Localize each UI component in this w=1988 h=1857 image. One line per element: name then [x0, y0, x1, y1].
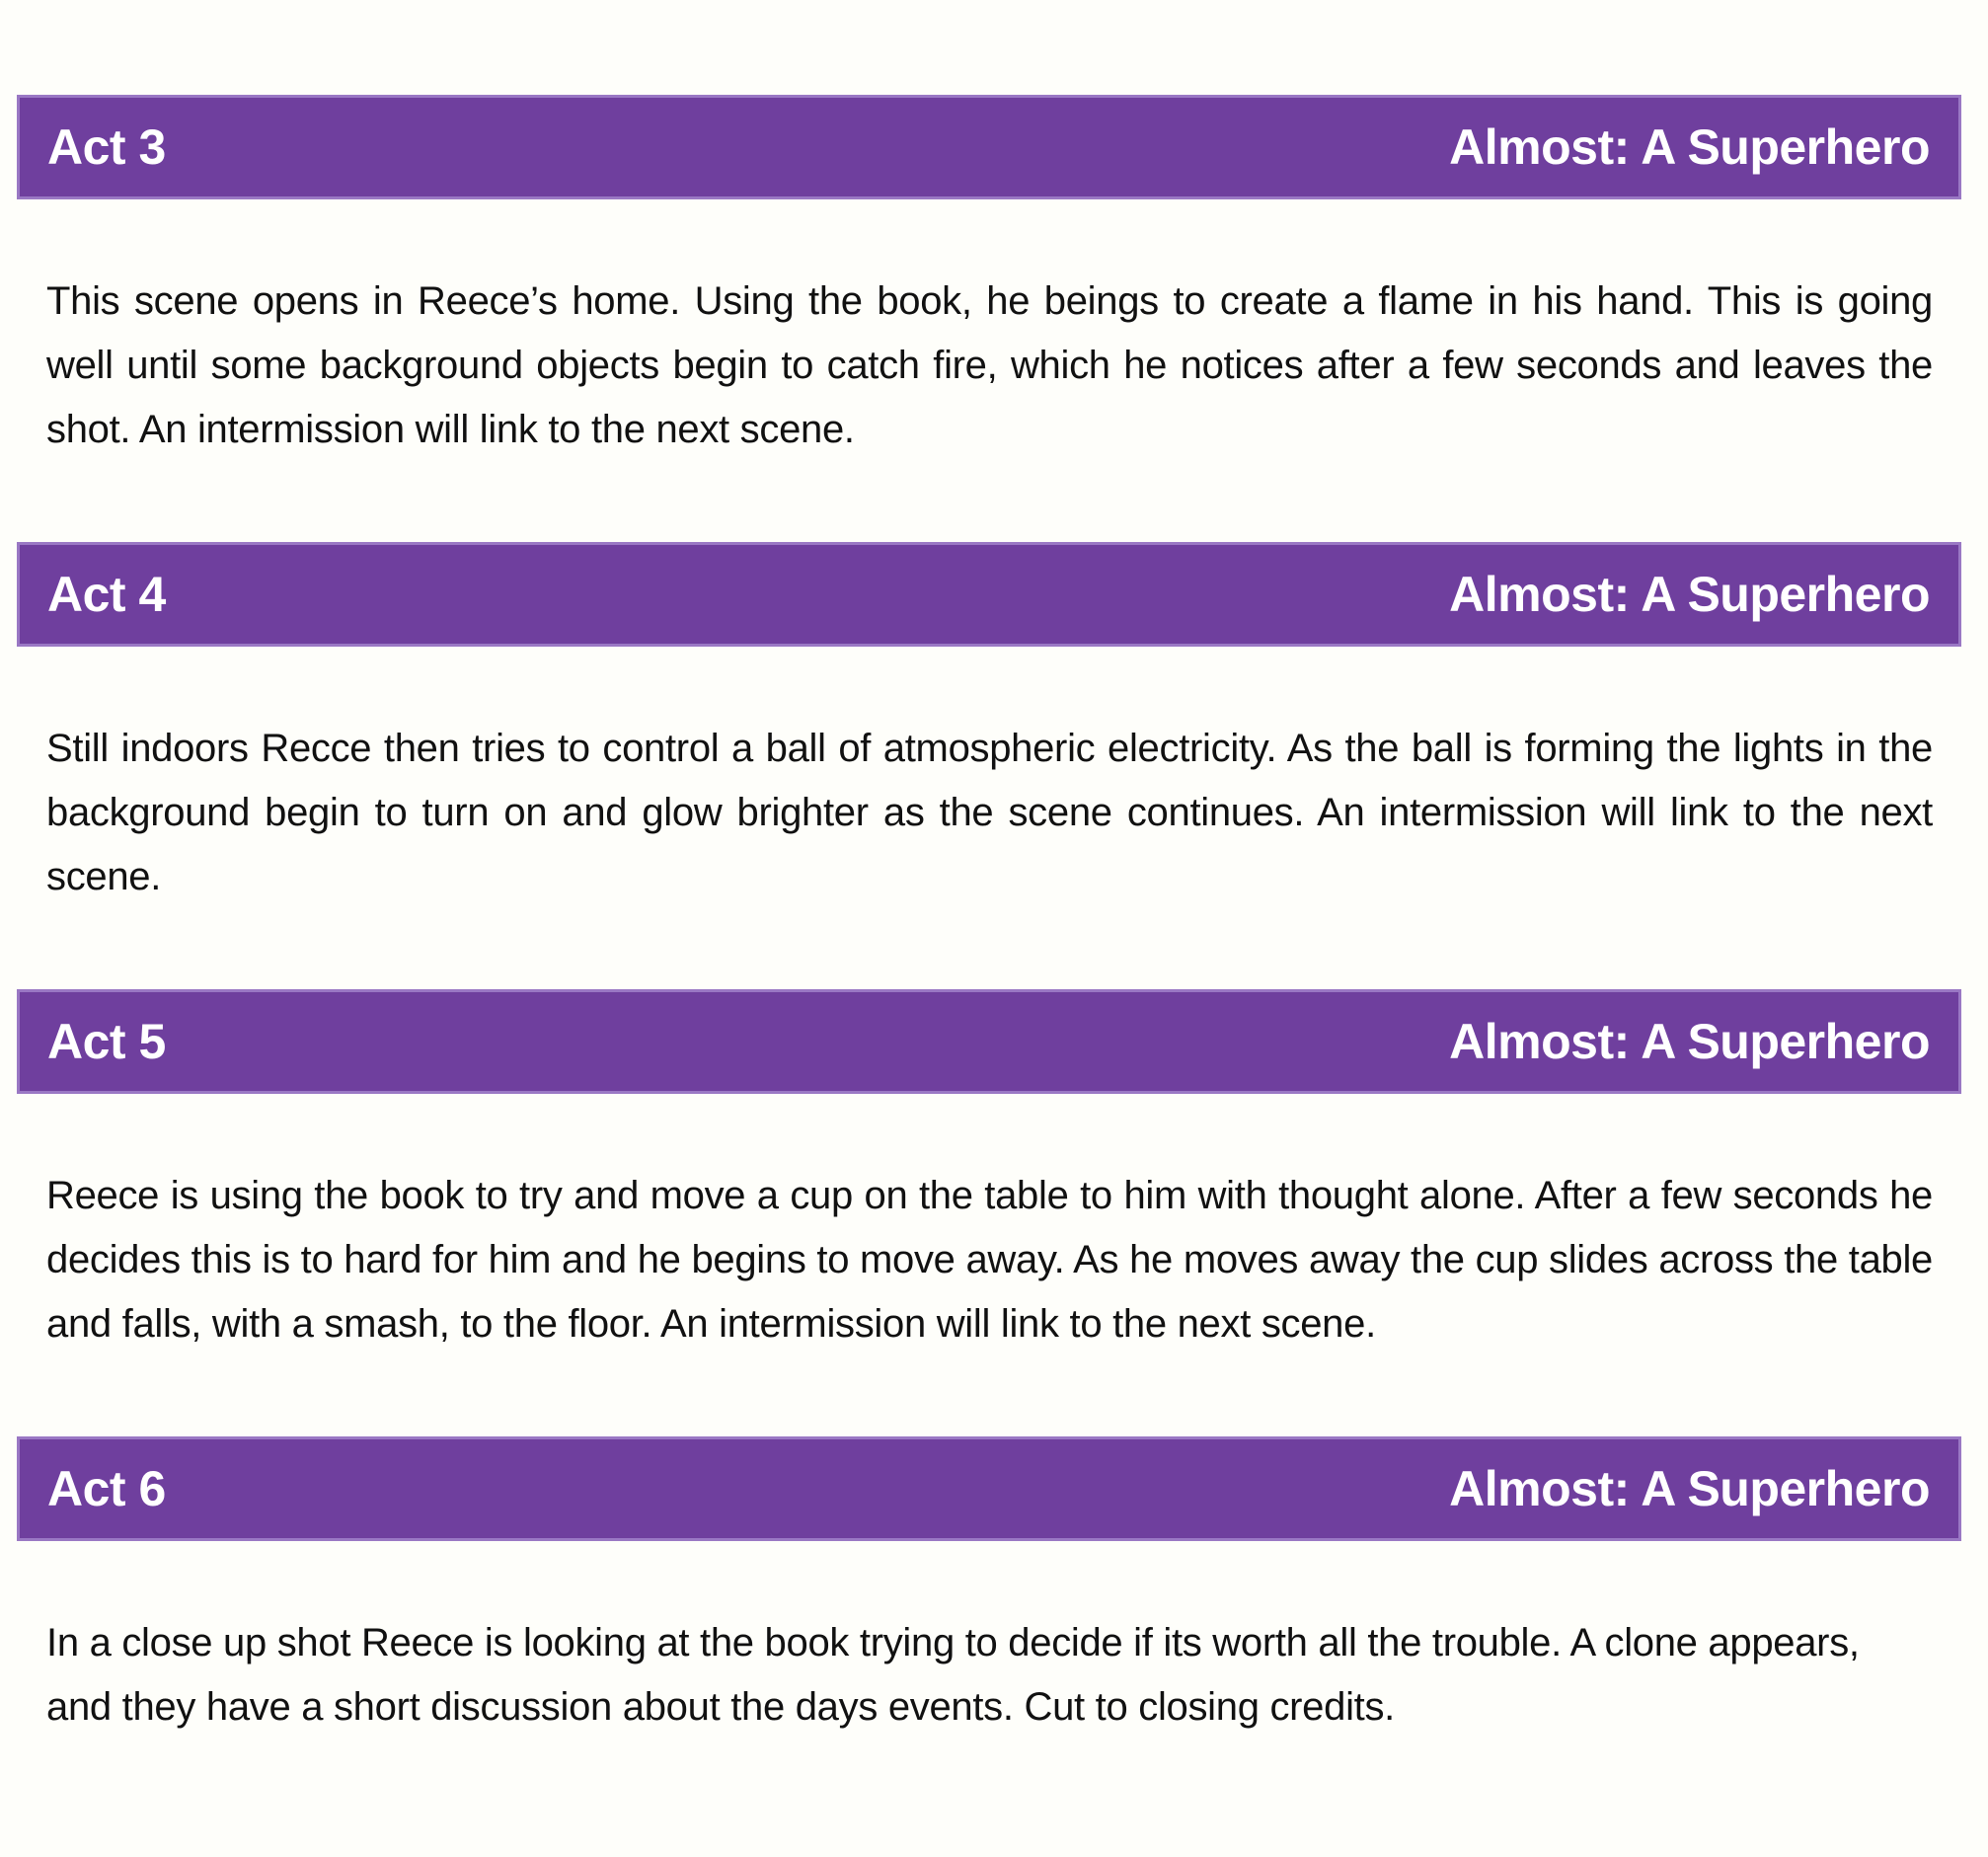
act-banner — [17, 95, 1961, 199]
act-section — [17, 542, 1961, 909]
act-heading: Act 3 — [47, 119, 166, 175]
act-title: Almost: A Superhero — [1449, 1014, 1930, 1069]
act-banner — [17, 542, 1961, 647]
act-heading: Act 4 — [47, 567, 166, 622]
act-heading: Act 5 — [47, 1014, 166, 1069]
act-description: This scene opens in Reece’s home. Using the book, he beings to create a flame in his hand. This is going well until some background objects begin to catch fire, which he notices after a few seconds and leaves the shot. An intermission will link to the next scene. — [46, 279, 1933, 451]
act-description: Reece is using the book to try and move a cup on the table to him with thought alone. After a few seconds he decides this is to hard for him and he begins to move away. As he moves away the cup slides across the table and falls, with a smash, to the floor. An intermission will link to the next scene. — [46, 1174, 1933, 1346]
act-banner — [17, 989, 1961, 1094]
act-banner — [17, 1436, 1961, 1541]
act-section — [17, 989, 1961, 1356]
act-title: Almost: A Superhero — [1449, 119, 1930, 175]
act-description: In a close up shot Reece is looking at the book trying to decide if its worth all the trouble. A clone appears, and they have a short discussion about the days events. Cut to closing credits. — [46, 1621, 1860, 1729]
act-description: Still indoors Recce then tries to control a ball of atmospheric electricity. As the ball is forming the lights in the background begin to turn on and glow brighter as the scene continues. An intermission will link to the next scene. — [46, 727, 1933, 898]
act-title: Almost: A Superhero — [1449, 1461, 1930, 1516]
act-section — [17, 1436, 1961, 1740]
act-title: Almost: A Superhero — [1449, 567, 1930, 622]
act-heading: Act 6 — [47, 1461, 166, 1516]
act-section — [17, 95, 1961, 462]
